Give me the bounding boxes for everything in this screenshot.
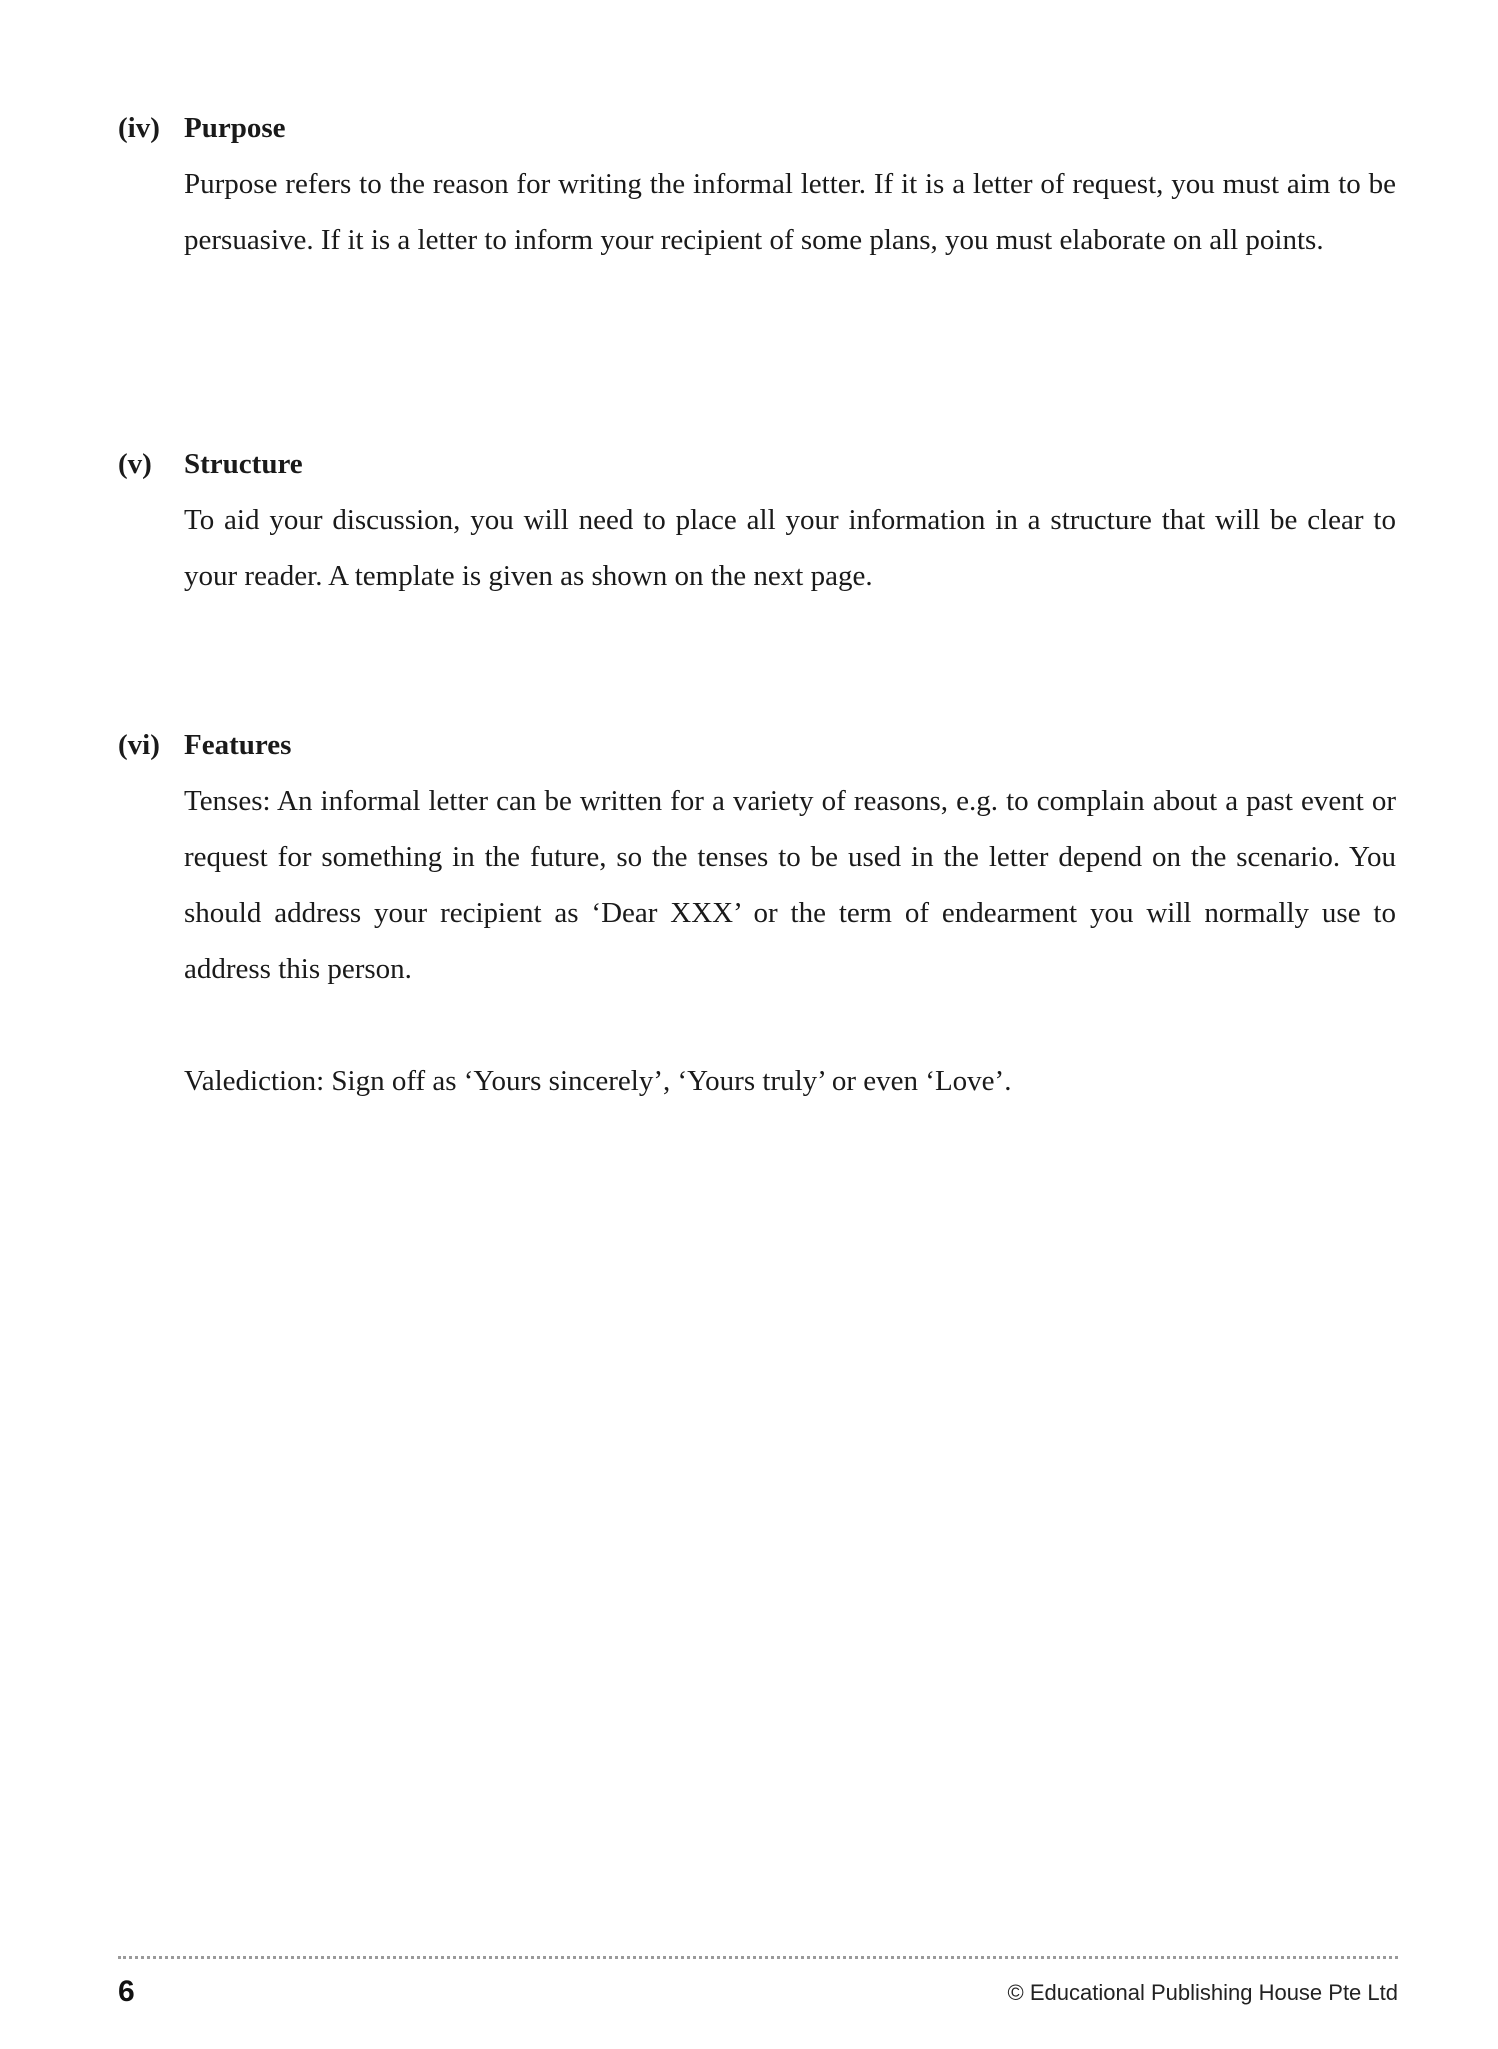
- section-body: [184, 492, 1396, 604]
- paragraph-valediction: Valediction: Sign off as ‘Yours sincerely’, ‘Yours truly’ or even ‘Love’.: [184, 1065, 1012, 1097]
- paragraph-tenses: Tenses: An informal letter can be written for a variety of reasons, e.g. to complain about a past event or request for something in the future, so the tenses to be used in the letter depend on the scenario. You should address your recipient as ‘Dear XXX’ or the term of endearment you will normally use to address this person.: [184, 785, 1396, 985]
- paragraph: Purpose refers to the reason for writing the informal letter. If it is a letter of request, you must aim to be persuasive. If it is a letter to inform your recipient of some plans, you must elaborate on all points.: [184, 168, 1396, 256]
- section-number: (vi): [118, 729, 160, 761]
- section-title: Structure: [184, 448, 303, 480]
- footer-divider: [118, 1956, 1398, 1959]
- section-purpose: [118, 112, 1398, 268]
- page-number: 6: [118, 1975, 135, 2008]
- paragraph: To aid your discussion, you will need to place all your information in a structure that will be clear to your reader. A template is given as shown on the next page.: [184, 504, 1396, 592]
- section-title: Features: [184, 729, 292, 761]
- section-body: [184, 773, 1396, 1109]
- section-number: (iv): [118, 112, 160, 144]
- section-number: (v): [118, 448, 152, 480]
- section-heading: [118, 112, 1398, 156]
- section-title: Purpose: [184, 112, 286, 144]
- section-heading: [118, 448, 1398, 492]
- section-structure: [118, 448, 1398, 604]
- section-body: [184, 156, 1396, 268]
- section-features: [118, 729, 1398, 1109]
- section-heading: [118, 729, 1398, 773]
- copyright-notice: © Educational Publishing House Pte Ltd: [1007, 1980, 1398, 2005]
